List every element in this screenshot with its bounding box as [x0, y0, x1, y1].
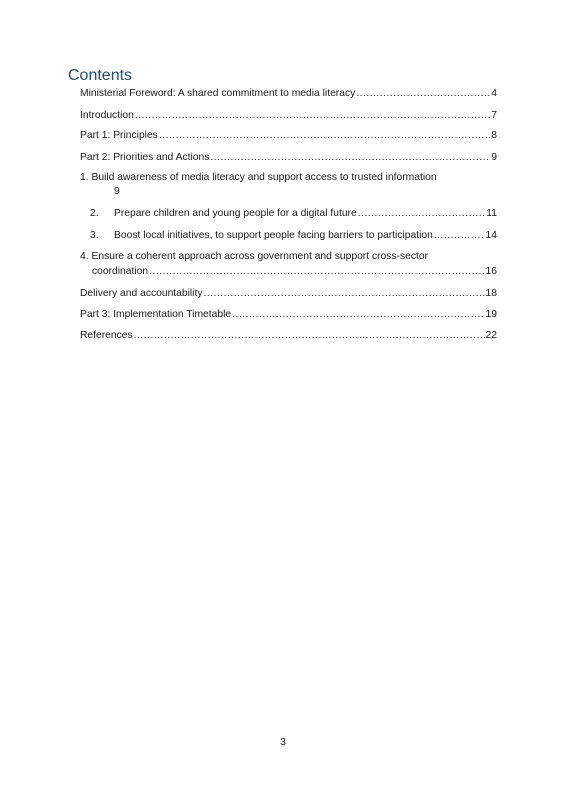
toc-subentry-number: 1.: [80, 172, 89, 183]
toc-subentry-4-line2[interactable]: [92, 265, 497, 278]
toc-subentry-label: Ensure a coherent approach across government and support cross-sector: [91, 251, 429, 262]
toc-page-number: 9: [114, 186, 120, 197]
toc-entry-references[interactable]: [80, 329, 497, 342]
toc-page-number: 18: [485, 288, 497, 299]
toc-page-number: 22: [485, 330, 497, 341]
toc-leader: [203, 287, 484, 300]
toc-subentry-label-wrap: [80, 229, 433, 242]
toc-entry-foreword[interactable]: [80, 87, 497, 100]
toc-page-number: 11: [486, 208, 497, 219]
contents-heading: Contents: [68, 67, 133, 84]
toc-entry-label: Part 3: Implementation Timetable: [80, 309, 232, 320]
toc-leader: [135, 109, 490, 122]
toc-entry-label: Introduction: [80, 110, 134, 121]
toc-subentry-4[interactable]: [80, 250, 428, 263]
toc-entry-label: Ministerial Foreword: A shared commitment to media literacy: [80, 88, 356, 99]
toc-leader: [358, 207, 486, 220]
toc-leader: [232, 308, 484, 321]
toc-page-number: 19: [485, 309, 497, 320]
toc-subentry-label-wrap: [80, 207, 357, 220]
toc-subentry-label: Build awareness of media literacy and support access to trusted information: [91, 172, 437, 183]
toc-subentry-label: Boost local initiatives, to support people facing barriers to participation: [114, 230, 433, 241]
toc-entry-label: References: [80, 330, 133, 341]
toc-leader: [134, 329, 485, 342]
toc-subentry-3[interactable]: [80, 229, 497, 242]
toc-subentry-1[interactable]: [80, 171, 437, 184]
toc-entry-label: Part 2: Priorities and Actions: [80, 152, 210, 163]
toc-subentry-number: 3.: [90, 230, 99, 241]
toc-subentry-label: coordination: [92, 266, 149, 277]
toc-page-number: 9: [491, 152, 497, 163]
toc-subentry-number: 4.: [80, 251, 89, 262]
toc-leader: [356, 87, 490, 100]
toc-leader: [434, 229, 485, 242]
toc-subentry-1-page: [114, 185, 120, 198]
toc-subentry-2[interactable]: [80, 207, 497, 220]
toc-page-number: 8: [491, 130, 497, 141]
toc-subentry-number: 2.: [90, 208, 99, 219]
toc-entry-introduction[interactable]: [80, 109, 497, 122]
toc-page-number: 4: [491, 88, 497, 99]
toc-subentry-label: Prepare children and young people for a digital future: [114, 208, 357, 219]
toc-entry-part1[interactable]: [80, 129, 497, 142]
toc-leader: [149, 265, 484, 278]
toc-page-number: 14: [485, 230, 497, 241]
toc-leader: [159, 129, 490, 142]
toc-entry-label: Part 1: Principles: [80, 130, 158, 141]
toc-entry-part3[interactable]: [80, 308, 497, 321]
toc-page-number: 7: [491, 110, 497, 121]
toc-entry-part2[interactable]: [80, 151, 497, 164]
toc-entry-label: Delivery and accountability: [80, 288, 203, 299]
toc-page-number: 16: [485, 266, 497, 277]
toc-entry-delivery[interactable]: [80, 287, 497, 300]
footer-page-number: 3: [280, 736, 286, 748]
toc-leader: [210, 151, 490, 164]
